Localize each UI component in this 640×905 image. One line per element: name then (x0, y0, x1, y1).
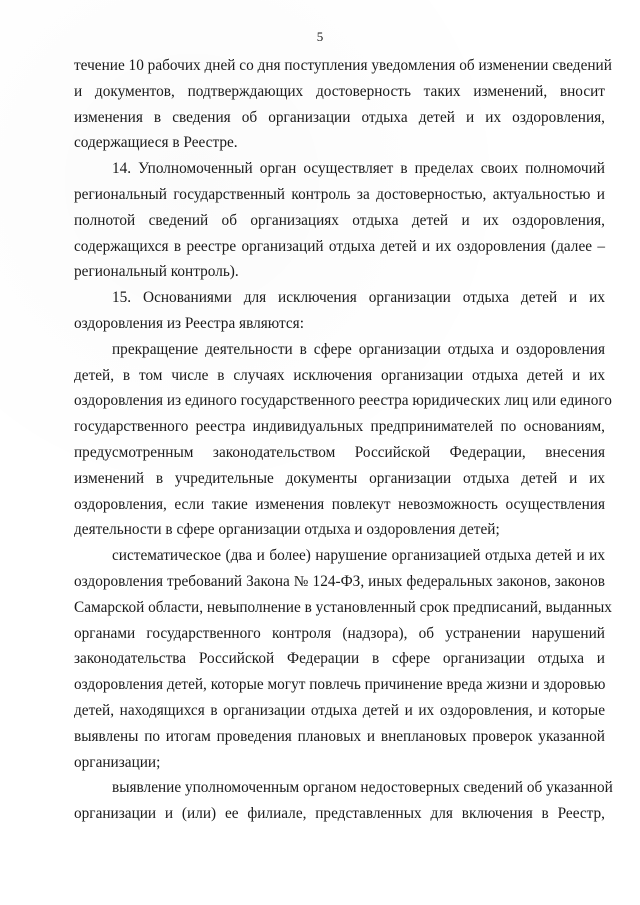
text-line: детей, в том числе в случаях исключения организации отдыха детей и их (74, 366, 605, 384)
text-line: изменений в учредительные документы организации отдыха детей и их (74, 469, 605, 487)
text-line: прекращение деятельности в сфере организации отдыха и оздоровления (112, 340, 605, 358)
text-line: систематическое (два и более) нарушение организацией отдыха детей и их (112, 547, 605, 565)
text-line: детей, находящихся в организации отдыха детей и их оздоровления, и которые (74, 701, 605, 719)
text-line: выявление уполномоченным органом недостоверных сведений об указанной (112, 779, 613, 797)
text-line: региональный государственный контроль за достоверностью, актуальностью и (74, 185, 605, 203)
text-line: организации и (или) ее филиале, представленных для включения в Реестр, (74, 805, 605, 823)
text-line: оздоровления, если такие изменения повлекут невозможность осуществления (74, 495, 605, 513)
text-line: законодательства Российской Федерации в сфере организации отдыха и (74, 650, 605, 668)
text-line: деятельности в сфере организации отдыха и оздоровления детей; (74, 521, 500, 539)
text-line: региональный контроль). (74, 263, 239, 281)
text-line: предусмотренным законодательством Российской Федерации, внесения (74, 443, 605, 461)
text-line: оздоровления из единого государственного реестра юридических лиц или единого (74, 392, 612, 410)
text-line: государственного реестра индивидуальных предпринимателей по основаниям, (74, 418, 605, 436)
text-line: 14. Уполномоченный орган осуществляет в пределах своих полномочий (112, 160, 605, 178)
text-line: течение 10 рабочих дней со дня поступления уведомления об изменении сведений (74, 57, 612, 74)
text-line: оздоровления требований Закона № 124-ФЗ, иных федеральных законов, законов (74, 572, 605, 590)
page-number: 5 (316, 29, 324, 44)
text-line: изменения в сведения об организации отдыха детей и их оздоровления, (74, 108, 605, 126)
text-line: оздоровления детей, которые могут повлечь причинение вреда жизни и здоровью (74, 676, 606, 694)
text-line: содержащиеся в Реестре. (74, 134, 238, 152)
text-line: и документов, подтверждающих достоверность таких изменений, вносит (74, 82, 605, 100)
text-line: организации; (74, 753, 161, 771)
text-line: 15. Основаниями для исключения организации отдыха детей и их (112, 289, 605, 307)
text-line: Самарской области, невыполнение в установленный срок предписаний, выданных (74, 598, 612, 616)
document-body (74, 53, 613, 827)
text-line: выявлены по итогам проведения плановых и внеплановых проверок указанной (74, 727, 605, 745)
text-line: полнотой сведений об организациях отдыха детей и их оздоровления, (74, 211, 605, 229)
text-line: оздоровления из Реестра являются: (74, 314, 304, 332)
text-line: органами государственного контроля (надзора), об устранении нарушений (74, 624, 605, 642)
text-line: содержащихся в реестре организаций отдыха детей и их оздоровления (далее – (74, 237, 605, 255)
